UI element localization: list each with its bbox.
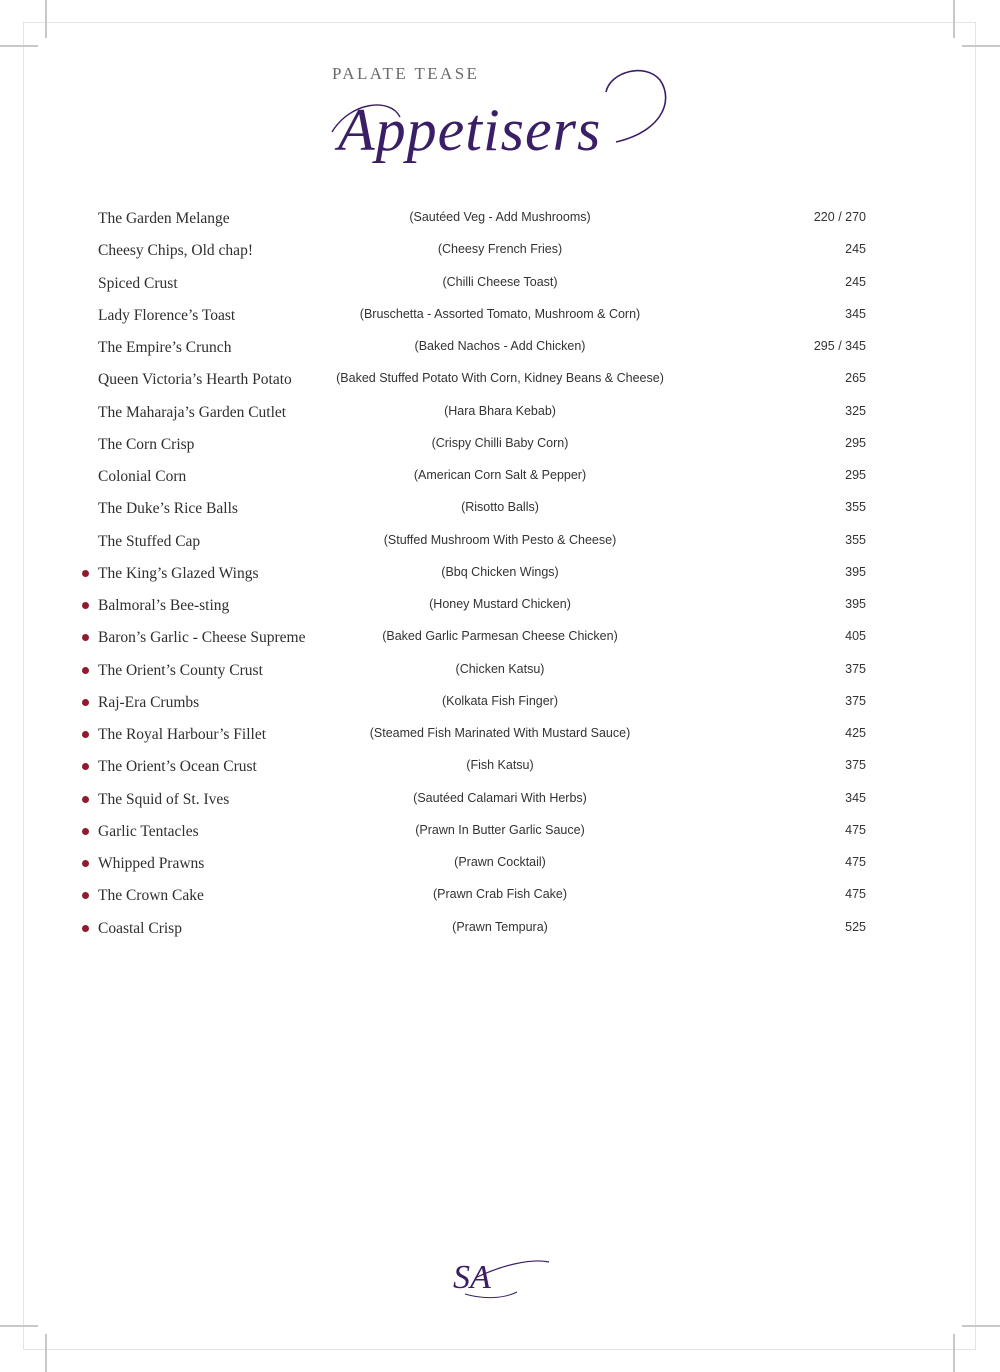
menu-item xyxy=(0,849,1000,881)
dish-name: The Orient’s County Crust xyxy=(98,661,263,679)
dish-description: (Baked Garlic Parmesan Cheese Chicken) xyxy=(382,629,618,644)
dish-name: The Royal Harbour’s Fillet xyxy=(98,726,267,743)
dish-price: 475 xyxy=(845,822,866,837)
menu-item xyxy=(0,236,1000,268)
non-veg-bullet-icon xyxy=(82,860,89,867)
dish-price: 375 xyxy=(845,661,866,676)
menu-item xyxy=(0,204,1000,236)
dish-description: (Baked Nachos - Add Chicken) xyxy=(414,339,586,353)
dish-price: 375 xyxy=(845,758,866,773)
svg-text:SA: SA xyxy=(453,1259,491,1296)
menu-header xyxy=(330,62,690,192)
menu-item xyxy=(0,688,1000,720)
menu-item xyxy=(0,656,1000,688)
section-kicker: PALATE TEASE xyxy=(332,64,480,83)
non-veg-bullet-icon xyxy=(82,828,89,835)
dish-name: Coastal Crisp xyxy=(98,919,182,937)
dish-name: Lady Florence’s Toast xyxy=(98,306,236,324)
dish-name: Spiced Crust xyxy=(98,274,178,292)
dish-price: 425 xyxy=(845,726,866,740)
dish-price: 525 xyxy=(845,919,866,934)
non-veg-bullet-icon xyxy=(82,763,89,770)
menu-item xyxy=(0,301,1000,333)
dish-description: (Stuffed Mushroom With Pesto & Cheese) xyxy=(383,532,617,547)
dish-price: 345 xyxy=(845,790,866,805)
dish-name: The Maharaja’s Garden Cutlet xyxy=(98,403,287,421)
dish-name: The Garden Melange xyxy=(98,210,230,227)
monogram-icon xyxy=(445,1248,555,1304)
dish-price: 355 xyxy=(845,532,866,547)
dish-price: 245 xyxy=(845,242,866,257)
dish-name: The King’s Glazed Wings xyxy=(98,564,259,582)
menu-item xyxy=(0,365,1000,397)
svg-text:Appetisers: Appetisers xyxy=(338,97,602,163)
dish-price: 395 xyxy=(845,564,866,579)
monogram-logo xyxy=(445,1248,555,1304)
dish-name: The Stuffed Cap xyxy=(98,532,201,550)
non-veg-bullet-icon xyxy=(82,634,89,641)
crop-mark xyxy=(962,45,1000,47)
crop-mark xyxy=(45,0,47,38)
menu-item xyxy=(0,559,1000,591)
menu-item xyxy=(0,398,1000,430)
menu-item xyxy=(0,881,1000,913)
dish-description: (Bbq Chicken Wings) xyxy=(441,564,559,579)
dish-price: 405 xyxy=(845,629,866,644)
menu-item xyxy=(0,462,1000,494)
dish-name: The Empire’s Crunch xyxy=(98,339,232,356)
menu-item xyxy=(0,591,1000,623)
dish-price: 295 xyxy=(845,468,866,482)
crop-mark xyxy=(953,1334,955,1372)
dish-description: (Sautéed Calamari With Herbs) xyxy=(413,790,587,805)
section-title-art xyxy=(330,62,690,192)
crop-mark xyxy=(45,1334,47,1372)
dish-name: The Corn Crisp xyxy=(98,435,195,453)
dish-price: 295 xyxy=(845,435,866,450)
dish-name: Raj-Era Crumbs xyxy=(98,693,200,711)
menu-item xyxy=(0,817,1000,849)
crop-mark xyxy=(953,0,955,38)
menu-item xyxy=(0,333,1000,365)
dish-description: (Sautéed Veg - Add Mushrooms) xyxy=(409,210,591,224)
non-veg-bullet-icon xyxy=(82,570,89,577)
menu-item xyxy=(0,494,1000,526)
dish-name: Baron’s Garlic - Cheese Supreme xyxy=(98,629,306,647)
dish-name: Cheesy Chips, Old chap! xyxy=(98,242,253,260)
dish-price: 345 xyxy=(845,306,866,321)
dish-description: (Prawn In Butter Garlic Sauce) xyxy=(415,822,585,837)
dish-price: 475 xyxy=(845,887,866,902)
dish-price: 475 xyxy=(845,855,866,869)
dish-description: (Bruschetta - Assorted Tomato, Mushroom & Corn) xyxy=(359,306,641,321)
dish-name: Garlic Tentacles xyxy=(98,822,199,840)
dish-price: 375 xyxy=(845,693,866,708)
dish-description: (Hara Bhara Kebab) xyxy=(444,403,556,418)
dish-price: 220 / 270 xyxy=(813,210,866,224)
dish-price: 395 xyxy=(845,597,866,611)
dish-description: (Steamed Fish Marinated With Mustard Sauce) xyxy=(369,726,631,740)
dish-name: Whipped Prawns xyxy=(98,855,205,872)
non-veg-bullet-icon xyxy=(82,796,89,803)
menu-item xyxy=(0,720,1000,752)
dish-name: The Orient’s Ocean Crust xyxy=(98,758,257,776)
menu-item xyxy=(0,527,1000,559)
crop-mark xyxy=(962,1325,1000,1327)
menu-item xyxy=(0,752,1000,784)
dish-description: (Crispy Chilli Baby Corn) xyxy=(431,435,569,450)
section-title xyxy=(330,62,690,192)
dish-description: (Prawn Cocktail) xyxy=(454,855,546,869)
dish-name: The Duke’s Rice Balls xyxy=(98,500,238,518)
dish-price: 355 xyxy=(845,500,866,515)
menu-item xyxy=(0,785,1000,817)
crop-mark xyxy=(0,1325,38,1327)
menu-item xyxy=(0,914,1000,946)
dish-description: (American Corn Salt & Pepper) xyxy=(413,468,587,482)
dish-name: The Crown Cake xyxy=(98,887,204,905)
dish-description: (Prawn Crab Fish Cake) xyxy=(432,887,568,902)
dish-description: (Fish Katsu) xyxy=(466,758,534,773)
menu-item xyxy=(0,623,1000,655)
dish-name: Colonial Corn xyxy=(98,468,187,485)
dish-description: (Cheesy French Fries) xyxy=(437,242,563,257)
dish-description: (Chicken Katsu) xyxy=(455,661,545,676)
non-veg-bullet-icon xyxy=(82,602,89,609)
menu-item xyxy=(0,269,1000,301)
dish-name: Balmoral’s Bee-sting xyxy=(98,597,230,614)
appetiser-list xyxy=(0,204,1000,946)
crop-mark xyxy=(0,45,38,47)
dish-description: (Risotto Balls) xyxy=(461,500,539,515)
non-veg-bullet-icon xyxy=(82,667,89,674)
non-veg-bullet-icon xyxy=(82,731,89,738)
dish-description: (Kolkata Fish Finger) xyxy=(441,693,558,708)
dish-description: (Baked Stuffed Potato With Corn, Kidney Beans & Cheese) xyxy=(336,371,664,386)
non-veg-bullet-icon xyxy=(82,925,89,932)
menu-item xyxy=(0,430,1000,462)
dish-price: 265 xyxy=(845,371,866,386)
dish-price: 245 xyxy=(845,274,866,289)
dish-price: 295 / 345 xyxy=(813,339,866,353)
dish-name: The Squid of St. Ives xyxy=(98,790,230,808)
dish-name: Queen Victoria’s Hearth Potato xyxy=(98,371,292,389)
non-veg-bullet-icon xyxy=(82,892,89,899)
dish-description: (Prawn Tempura) xyxy=(452,919,548,934)
dish-description: (Honey Mustard Chicken) xyxy=(429,597,571,611)
dish-description: (Chilli Cheese Toast) xyxy=(442,274,558,289)
dish-price: 325 xyxy=(845,403,866,418)
non-veg-bullet-icon xyxy=(82,699,89,706)
